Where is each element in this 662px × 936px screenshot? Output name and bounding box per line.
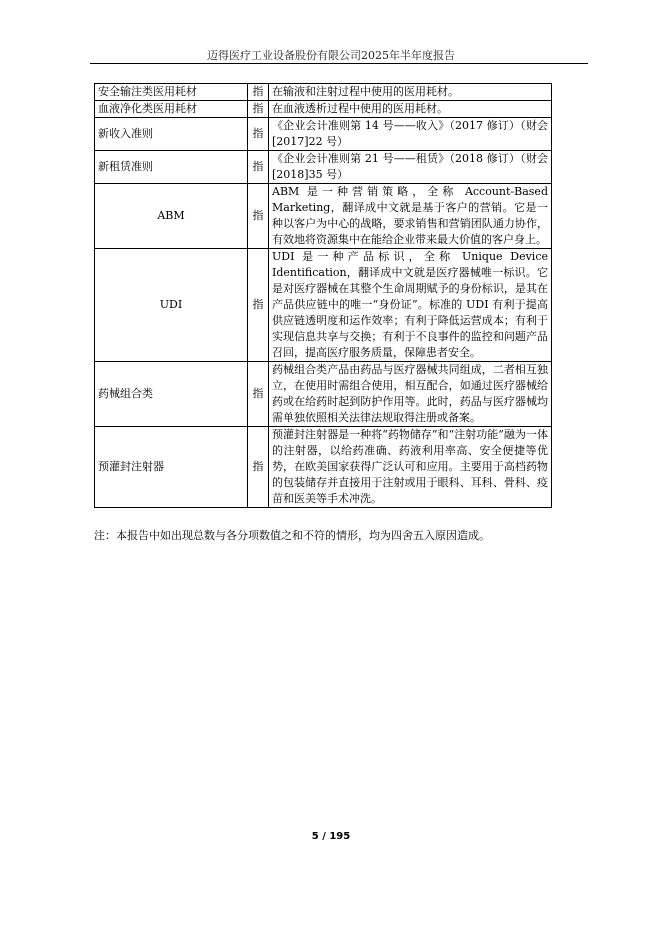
- description-cell: 在输液和注射过程中使用的医用耗材。: [269, 84, 552, 101]
- term-cell: ABM: [95, 184, 248, 249]
- term-cell: 新租赁准则: [95, 151, 248, 184]
- term-cell: 血液净化类医用耗材: [95, 101, 248, 118]
- separator-cell: 指: [248, 118, 269, 151]
- table-row: [95, 362, 552, 427]
- term-cell: 新收入准则: [95, 118, 248, 151]
- table-row: [95, 118, 552, 151]
- page-number: 5 / 195: [311, 831, 351, 842]
- separator-cell: 指: [248, 249, 269, 362]
- table-row: [95, 427, 552, 508]
- separator-cell: 指: [248, 184, 269, 249]
- table-row: [95, 249, 552, 362]
- separator-cell: 指: [248, 101, 269, 118]
- table-row: [95, 84, 552, 101]
- term-cell: 安全输注类医用耗材: [95, 84, 248, 101]
- description-cell: 《企业会计准则第 21 号——租赁》（2018 修订）（财会[2018]35 号）: [269, 151, 552, 184]
- header-divider: [90, 63, 588, 64]
- table-row: [95, 151, 552, 184]
- description-cell: 在血液透析过程中使用的医用耗材。: [269, 101, 552, 118]
- description-cell: 《企业会计准则第 14 号——收入》（2017 修订）（财会[2017]22 号）: [269, 118, 552, 151]
- page-header: 迈得医疗工业设备股份有限公司2025年半年度报告: [207, 49, 455, 62]
- description-cell: ABM 是一种营销策略，全称 Account-Based Marketing，翻译成中文就是基于客户的营销。它是一种以客户为中心的战略，要求销售和营销团队通力协作，有效地将资源集中在能给企业带来最大价值的客户身上。: [269, 184, 552, 249]
- definitions-table: [94, 83, 552, 508]
- description-cell: UDI 是一种产品标识，全称 Unique Device Identification，翻译成中文就是医疗器械唯一标识。它是对医疗器械在其整个生命周期赋予的身份标识，是其在产品供应链中的唯一“身份证”。标准的 UDI 有利于提高供应链透明度和运作效率；有利于降低运营成本；有利于实现信息共享与交换；有利于不良事件的监控和问题产品召回，提高医疗服务质量，保障患者安全。: [269, 249, 552, 362]
- table-note: 注：本报告中如出现总数与各分项数值之和不符的情形，均为四舍五入原因造成。: [94, 529, 490, 542]
- table-row: [95, 101, 552, 118]
- separator-cell: 指: [248, 427, 269, 508]
- description-cell: 药械组合类产品由药品与医疗器械共同组成，二者相互独立，在使用时需组合使用，相互配合，如通过医疗器械给药或在给药时起到防护作用等。此时，药品与医疗器械均需单独依照相关法律法规取得注册或备案。: [269, 362, 552, 427]
- term-cell: 药械组合类: [95, 362, 248, 427]
- term-cell: 预灌封注射器: [95, 427, 248, 508]
- separator-cell: 指: [248, 362, 269, 427]
- table-row: [95, 184, 552, 249]
- separator-cell: 指: [248, 151, 269, 184]
- term-cell: UDI: [95, 249, 248, 362]
- separator-cell: 指: [248, 84, 269, 101]
- description-cell: 预灌封注射器是一种将“药物储存”和“注射功能”融为一体的注射器，以给药准确、药液利用率高、安全便捷等优势，在欧美国家获得广泛认可和应用。主要用于高档药物的包装储存并直接用于注射或用于眼科、耳科、骨科、疫苗和医美等手术冲洗。: [269, 427, 552, 508]
